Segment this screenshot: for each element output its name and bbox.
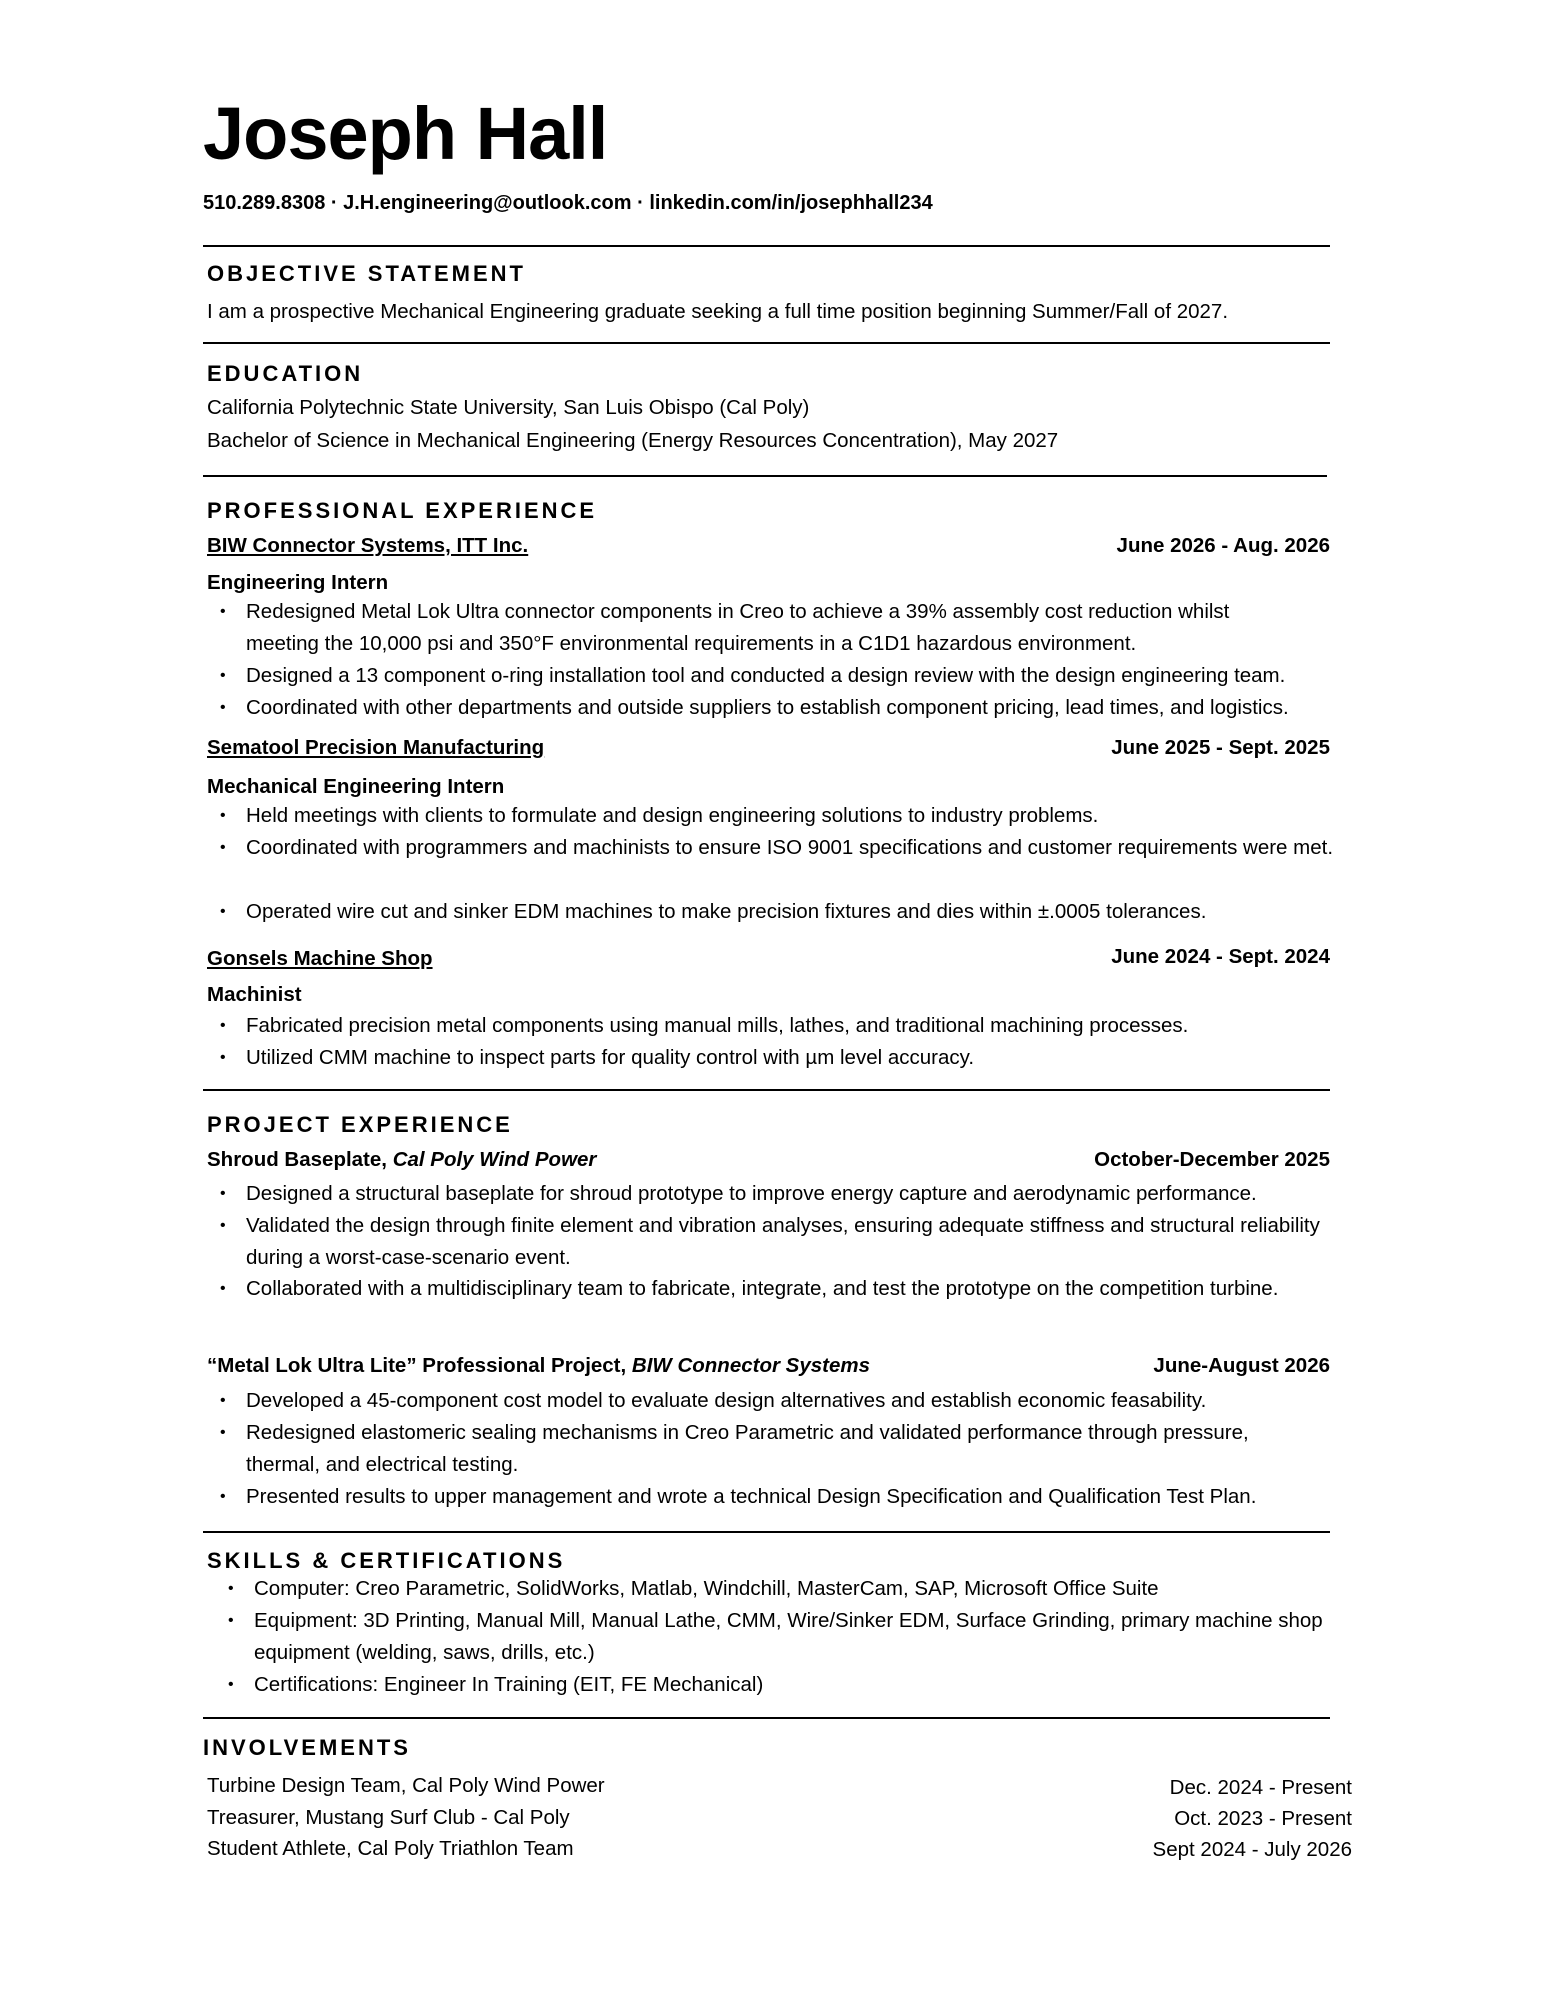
job-company: BIW Connector Systems, ITT Inc. [207, 534, 529, 557]
email: J.H.engineering@outlook.com [343, 192, 632, 214]
objective-title: OBJECTIVE STATEMENT [207, 261, 526, 286]
separator: · [631, 192, 650, 214]
job-dates: June 2024 - Sept. 2024 [1111, 945, 1330, 968]
education-school: California Polytechnic State University, San Luis Obispo (Cal Poly) [207, 396, 810, 419]
bullet-icon: • [220, 1049, 226, 1066]
divider [203, 1089, 1330, 1091]
contact-line [203, 192, 933, 215]
bullet-icon: • [220, 839, 226, 856]
divider [203, 245, 1330, 247]
list-item: • Held meetings with clients to formulate and design engineering solutions to industry problems. [246, 800, 1356, 832]
divider [203, 1531, 1330, 1533]
list-item: • Designed a 13 component o-ring installation tool and conducted a design review with the design engineering team. [246, 660, 1356, 692]
bullet-icon: • [220, 603, 226, 620]
bullet-icon: • [220, 807, 226, 824]
job-dates: June 2026 - Aug. 2026 [1116, 534, 1330, 557]
project-title: Shroud Baseplate, Cal Poly Wind Power [207, 1148, 597, 1171]
bullet-icon: • [220, 1185, 226, 1202]
bullet-icon: • [220, 1217, 226, 1234]
involvement-item: Treasurer, Mustang Surf Club - Cal Poly [207, 1806, 570, 1829]
separator: · [325, 192, 344, 214]
involvement-item: Turbine Design Team, Cal Poly Wind Power [207, 1774, 605, 1797]
professional-title: PROFESSIONAL EXPERIENCE [207, 498, 598, 523]
bullet-icon: • [220, 1280, 226, 1297]
list-item: • Validated the design through finite element and vibration analyses, ensuring adequate stiffness and structural reliability during a worst-case-scenario event. [246, 1210, 1326, 1274]
project-dates: October-December 2025 [1094, 1148, 1330, 1171]
job-company: Gonsels Machine Shop [207, 947, 433, 970]
job-company: Sematool Precision Manufacturing [207, 736, 545, 759]
bullet-icon: • [228, 1580, 234, 1597]
project-title: “Metal Lok Ultra Lite” Professional Project, BIW Connector Systems [207, 1354, 870, 1377]
list-item: • Redesigned elastomeric sealing mechanisms in Creo Parametric and validated performance through pressure, thermal, and electrical testing. [246, 1417, 1326, 1481]
bullet-icon: • [220, 1017, 226, 1034]
candidate-name: Joseph Hall [203, 92, 608, 175]
divider [203, 475, 1327, 477]
list-item: • Equipment: 3D Printing, Manual Mill, Manual Lathe, CMM, Wire/Sinker EDM, Surface Grinding, primary machine shop equipment (welding, saws, drills, etc.) [254, 1605, 1344, 1669]
list-item: • Fabricated precision metal components using manual mills, lathes, and traditional machining processes. [246, 1010, 1356, 1042]
bullet-icon: • [220, 1424, 226, 1441]
involvement-item: Student Athlete, Cal Poly Triathlon Team [207, 1837, 574, 1860]
divider [203, 342, 1330, 344]
skills-title: SKILLS & CERTIFICATIONS [207, 1548, 566, 1573]
list-item: • Utilized CMM machine to inspect parts for quality control with µm level accuracy. [246, 1042, 1356, 1074]
job-role: Mechanical Engineering Intern [207, 775, 505, 798]
bullet-icon: • [220, 1488, 226, 1505]
list-item: • Developed a 45-component cost model to evaluate design alternatives and establish economic feasability. [246, 1385, 1356, 1417]
list-item: • Collaborated with a multidisciplinary team to fabricate, integrate, and test the prototype on the competition turbine. [246, 1273, 1326, 1305]
education-title: EDUCATION [207, 361, 364, 386]
project-dates: June-August 2026 [1153, 1354, 1330, 1377]
divider [203, 1717, 1330, 1719]
involvement-dates: Oct. 2023 - Present [1174, 1807, 1352, 1830]
list-item: • Redesigned Metal Lok Ultra connector components in Creo to achieve a 39% assembly cost reduction whilst meeting the 10,000 psi and 350°F environmental requirements in a C1D1 hazardous environment. [246, 596, 1306, 660]
list-item: • Presented results to upper management and wrote a technical Design Specification and Qualification Test Plan. [246, 1481, 1356, 1513]
list-item: • Designed a structural baseplate for shroud prototype to improve energy capture and aerodynamic performance. [246, 1178, 1356, 1210]
bullet-icon: • [228, 1612, 234, 1629]
list-item: • Certifications: Engineer In Training (EIT, FE Mechanical) [254, 1669, 1364, 1701]
bullet-icon: • [220, 699, 226, 716]
phone: 510.289.8308 [203, 192, 326, 214]
involvements-title: INVOLVEMENTS [203, 1735, 411, 1760]
job-role: Engineering Intern [207, 571, 389, 594]
bullet-icon: • [220, 667, 226, 684]
education-degree: Bachelor of Science in Mechanical Engineering (Energy Resources Concentration), May 2027 [207, 429, 1059, 452]
objective-text: I am a prospective Mechanical Engineering graduate seeking a full time position beginning Summer/Fall of 2027. [207, 300, 1229, 323]
list-item: • Computer: Creo Parametric, SolidWorks, Matlab, Windchill, MasterCam, SAP, Microsoft Office Suite [254, 1573, 1364, 1605]
job-role: Machinist [207, 983, 302, 1006]
list-item: • Coordinated with programmers and machinists to ensure ISO 9001 specifications and customer requirements were met. [246, 832, 1356, 864]
bullet-icon: • [228, 1676, 234, 1693]
job-dates: June 2025 - Sept. 2025 [1111, 736, 1330, 759]
bullet-icon: • [220, 1392, 226, 1409]
involvement-dates: Dec. 2024 - Present [1169, 1776, 1352, 1799]
projects-title: PROJECT EXPERIENCE [207, 1112, 513, 1137]
linkedin: linkedin.com/in/josephhall234 [649, 192, 933, 214]
involvement-dates: Sept 2024 - July 2026 [1152, 1838, 1352, 1861]
bullet-icon: • [220, 903, 226, 920]
list-item: • Coordinated with other departments and outside suppliers to establish component pricing, lead times, and logistics. [246, 692, 1356, 724]
list-item: • Operated wire cut and sinker EDM machines to make precision fixtures and dies within ±.0005 tolerances. [246, 896, 1356, 928]
